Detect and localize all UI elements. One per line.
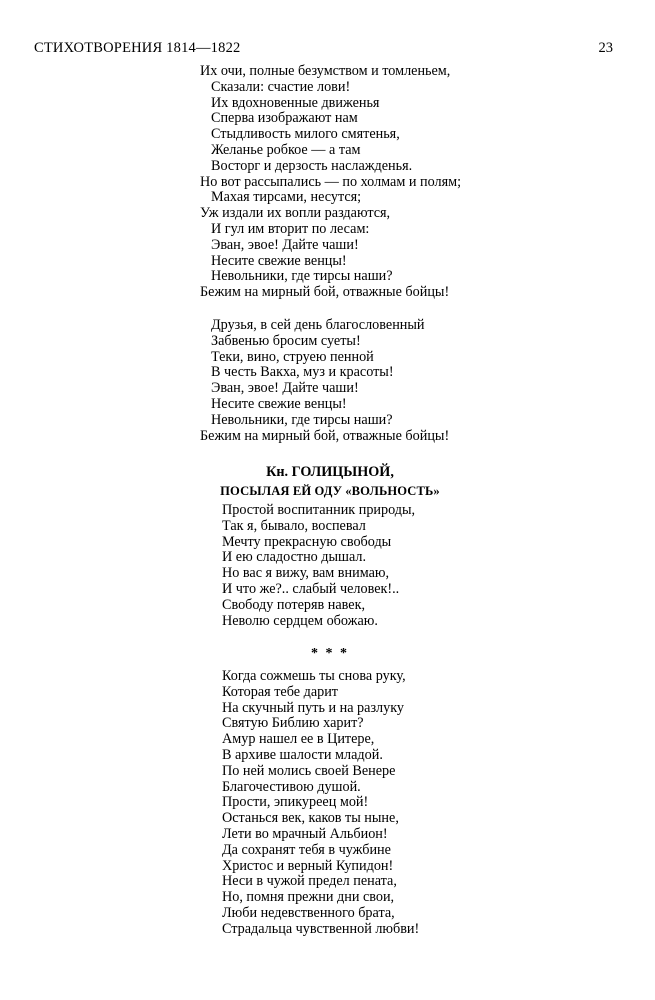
verse-line: Забвенью бросим суеты! [211, 332, 361, 349]
verse-line: Свободу потеряв навек, [222, 596, 366, 613]
verse-line: Благочестивою душой. [222, 778, 361, 795]
verse-line: Махая тирсами, несутся; [211, 189, 362, 206]
verse-line: Бежим на мирный бой, отважные бойцы! [200, 284, 450, 301]
verse-line: Которая тебе дарит [222, 683, 339, 700]
verse-line: Восторг и дерзость наслажденья. [211, 157, 413, 174]
verse-line: Но вас я вижу, вам внимаю, [222, 565, 390, 582]
verse-line: Желанье робкое — а там [211, 141, 361, 158]
verse-line: Их очи, полные безумством и томленьем, [200, 63, 451, 79]
verse-line: Эван, эвое! Дайте чаши! [211, 380, 359, 397]
verse-line: Так я, бывало, воспевал [222, 517, 366, 534]
poem-stanza-1 [200, 64, 461, 301]
poem-golitsyna-text [222, 503, 415, 629]
verse-line: Сперва изображают нам [211, 110, 358, 127]
verse-line: И что же?.. слабый человек!.. [222, 580, 400, 597]
verse-line: Эван, эвое! Дайте чаши! [211, 236, 359, 253]
verse-line: Останься век, каков ты ныне, [222, 810, 399, 827]
verse-line: По ней молись своей Венере [222, 762, 396, 779]
verse-line: Но, помня прежни дни свои, [222, 889, 395, 906]
verse-line: Христос и верный Купидон! [222, 857, 394, 874]
page-header [34, 38, 613, 58]
verse-line: Сказали: счастие лови! [211, 78, 351, 95]
verse-line: Когда сожмешь ты снова руку, [222, 668, 406, 684]
verse-line: И ею сладостно дышал. [222, 549, 367, 566]
page-number: 23 [598, 40, 613, 56]
poem-untitled-text [222, 669, 419, 938]
verse-line: Простой воспитанник природы, [222, 502, 416, 518]
verse-line: Люби недевственного брата, [222, 904, 395, 921]
verse-line: Невольники, где тирсы наши? [211, 268, 393, 285]
verse-line: Бежим на мирный бой, отважные бойцы! [200, 427, 450, 444]
verse-line: Невольники, где тирсы наши? [211, 411, 393, 428]
verse-line: В честь Вакха, муз и красоты! [211, 364, 394, 381]
verse-line: Амур нашел ее в Цитере, [222, 731, 375, 748]
verse-line: Стыдливость милого смятенья, [211, 126, 400, 143]
verse-line: Друзья, в сей день благословенный [211, 317, 425, 333]
poem-title: Кн. ГОЛИЦЫНОЙ, [266, 464, 394, 480]
verse-line: В архиве шалости младой. [222, 746, 383, 763]
verse-line: Прости, эпикуреец мой! [222, 794, 369, 811]
verse-line: Лети во мрачный Альбион! [222, 825, 388, 842]
verse-line: Их вдохновенные движенья [211, 94, 380, 111]
verse-line: На скучный путь и на разлуку [222, 699, 405, 716]
verse-line: И гул им вторит по лесам: [211, 220, 370, 237]
poem-stanza-2 [200, 318, 449, 444]
verse-line: Теки, вино, струею пенной [211, 348, 374, 365]
verse-line: Святую Библию харит? [222, 715, 364, 732]
verse-line: Мечту прекрасную свободы [222, 533, 392, 550]
poem-subtitle: ПОСЫЛАЯ ЕЙ ОДУ «ВОЛЬНОСТЬ» [220, 484, 440, 498]
running-title: СТИХОТВОРЕНИЯ 1814—1822 [34, 40, 241, 56]
verse-line: Несите свежие венцы! [211, 252, 347, 269]
verse-line: Страдальца чувственной любви! [222, 920, 420, 937]
section-separator: * * * [311, 646, 349, 661]
verse-line: Да сохранят тебя в чужбине [222, 841, 391, 858]
verse-line: Неси в чужой предел пената, [222, 873, 397, 890]
verse-line: Неволю сердцем обожаю. [222, 612, 378, 629]
verse-line: Несите свежие венцы! [211, 395, 347, 412]
verse-line: Но вот рассыпались — по холмам и полям; [200, 173, 462, 190]
verse-line: Уж издали их вопли раздаются, [200, 205, 391, 222]
